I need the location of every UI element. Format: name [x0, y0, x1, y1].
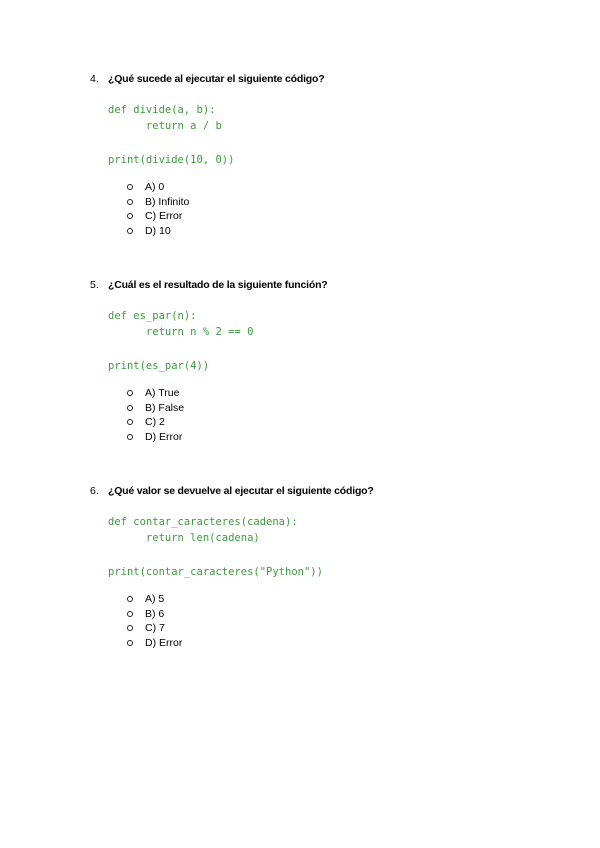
- code-line: def es_par(n):: [108, 310, 197, 322]
- radio-circle-icon[interactable]: [127, 434, 133, 440]
- radio-circle-icon[interactable]: [127, 405, 133, 411]
- question-number: 6.: [90, 485, 99, 497]
- question-title: ¿Qué valor se devuelve al ejecutar el siguiente código?: [108, 485, 374, 497]
- answer-option-label: C) Error: [145, 210, 183, 222]
- code-line: print(contar_caracteres("Python")): [108, 566, 323, 578]
- code-line: print(es_par(4)): [108, 360, 210, 372]
- radio-circle-icon[interactable]: [127, 184, 133, 190]
- answer-option-label: D) Error: [145, 431, 183, 443]
- answer-option-label: A) 0: [145, 181, 165, 193]
- code-line: def contar_caracteres(cadena):: [108, 516, 298, 528]
- code-line: return n % 2 == 0: [108, 326, 254, 338]
- radio-circle-icon[interactable]: [127, 419, 133, 425]
- radio-circle-icon[interactable]: [127, 228, 133, 234]
- radio-circle-icon[interactable]: [127, 213, 133, 219]
- code-line: return a / b: [108, 120, 222, 132]
- radio-circle-icon[interactable]: [127, 199, 133, 205]
- answer-option-label: B) Infinito: [145, 196, 190, 208]
- code-line: def divide(a, b):: [108, 104, 216, 116]
- radio-circle-icon[interactable]: [127, 625, 133, 631]
- question-number: 5.: [90, 279, 99, 291]
- radio-circle-icon[interactable]: [127, 611, 133, 617]
- question-title: ¿Cuál es el resultado de la siguiente función?: [108, 279, 328, 291]
- answer-option-label: A) True: [145, 387, 180, 399]
- radio-circle-icon[interactable]: [127, 596, 133, 602]
- answer-option-label: C) 7: [145, 622, 165, 634]
- answer-option-label: B) 6: [145, 608, 165, 620]
- radio-circle-icon[interactable]: [127, 390, 133, 396]
- answer-option-label: D) 10: [145, 225, 171, 237]
- question-title: ¿Qué sucede al ejecutar el siguiente código?: [108, 73, 325, 85]
- answer-option-label: D) Error: [145, 637, 183, 649]
- radio-circle-icon[interactable]: [127, 640, 133, 646]
- code-line: return len(cadena): [108, 532, 260, 544]
- answer-option-label: A) 5: [145, 593, 165, 605]
- question-number: 4.: [90, 73, 99, 85]
- answer-option-label: C) 2: [145, 416, 165, 428]
- answer-option-label: B) False: [145, 402, 185, 414]
- code-line: print(divide(10, 0)): [108, 154, 235, 166]
